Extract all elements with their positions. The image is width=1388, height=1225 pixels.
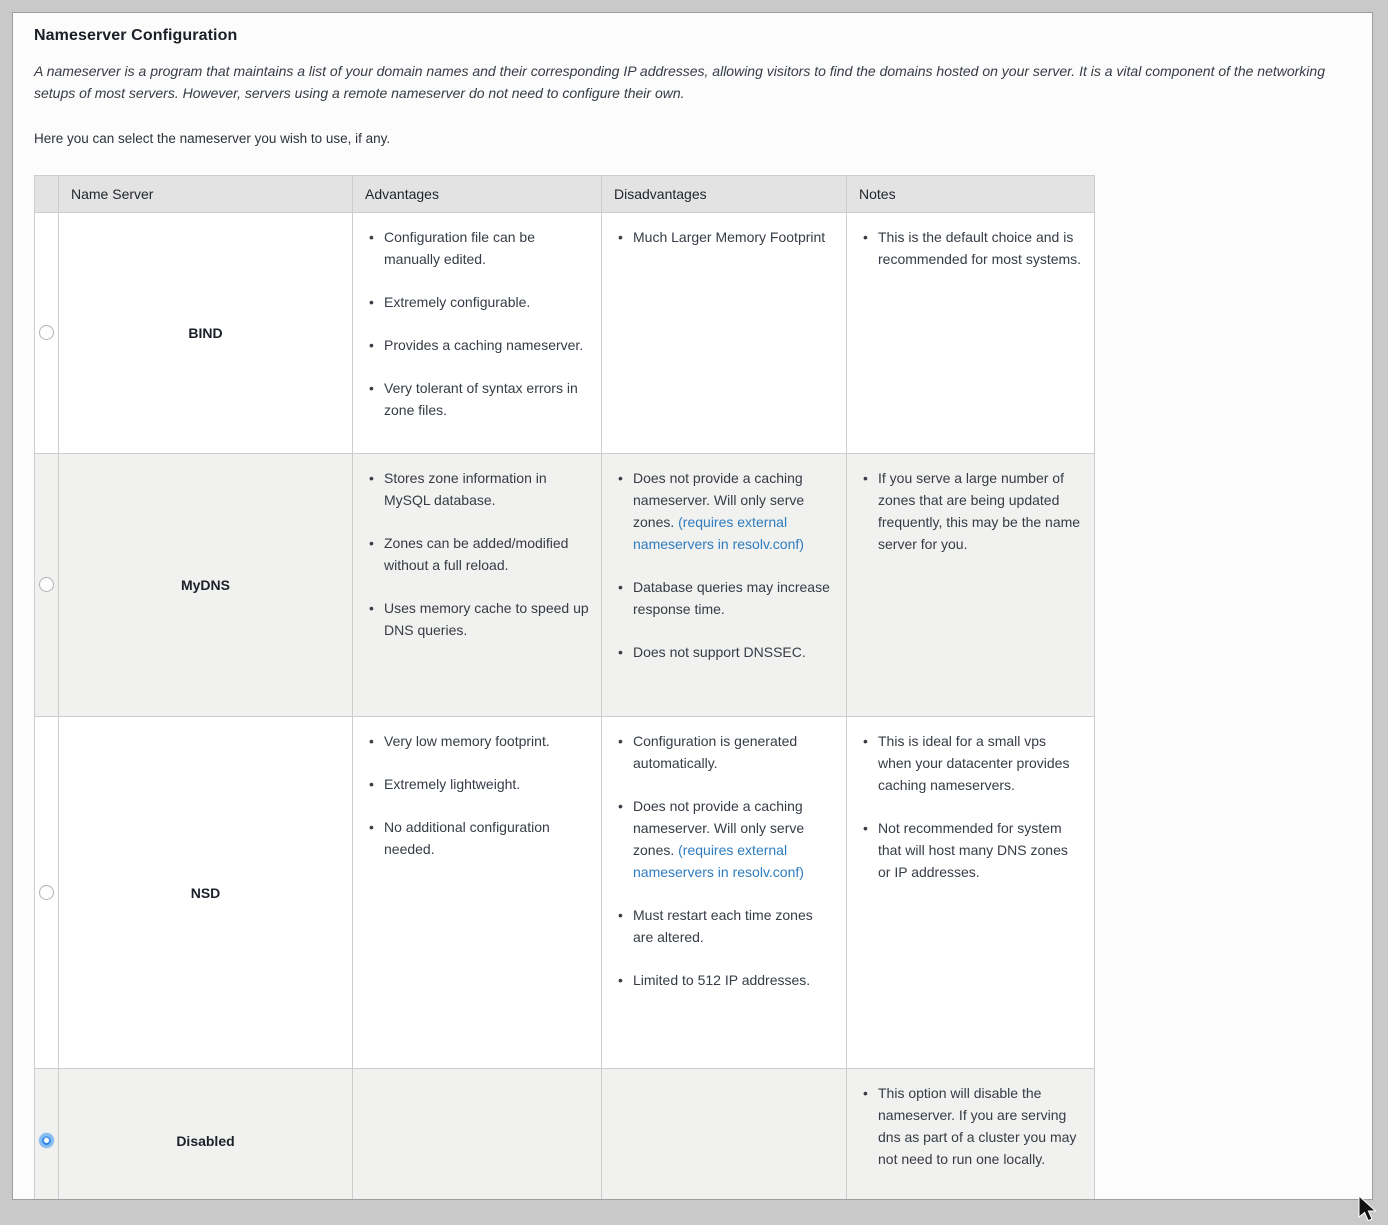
radio-column-header bbox=[35, 176, 59, 213]
bullet-item: • Provides a caching nameserver. bbox=[367, 334, 589, 356]
bullet-item: • Very low memory footprint. bbox=[367, 730, 589, 752]
column-header-notes: Notes bbox=[847, 176, 1095, 213]
bullet-item: • Does not support DNSSEC. bbox=[616, 641, 834, 663]
bullet-item: • Must restart each time zones are altered. bbox=[616, 904, 834, 948]
bullet-item: • If you serve a large number of zones that are being updated frequently, this may be the name server for you. bbox=[861, 467, 1082, 555]
resolv-conf-link[interactable]: (requires external nameservers in resolv.conf) bbox=[633, 842, 804, 880]
disadvantages-cell-mydns bbox=[602, 454, 847, 717]
notes-list bbox=[861, 226, 1082, 270]
advantages-list bbox=[367, 467, 589, 641]
column-header-advantages: Advantages bbox=[353, 176, 602, 213]
nameserver-name-bind: BIND bbox=[59, 213, 353, 454]
nameserver-name-mydns: MyDNS bbox=[59, 454, 353, 717]
advantages-cell-mydns bbox=[353, 454, 602, 717]
bullet-item: • Configuration is generated automatically. bbox=[616, 730, 834, 774]
advantages-cell-disabled bbox=[353, 1069, 602, 1201]
advantages-list bbox=[367, 226, 589, 421]
bullet-item: • This option will disable the nameserver. If you are serving dns as part of a cluster you may not need to run one locally. bbox=[861, 1082, 1082, 1170]
resolv-conf-link[interactable]: (requires external nameservers in resolv.conf) bbox=[633, 514, 804, 552]
nameserver-radio-bind[interactable] bbox=[39, 325, 54, 340]
radio-cell-bind bbox=[35, 213, 59, 454]
nameserver-row-nsd bbox=[35, 717, 1095, 1069]
disadvantages-cell-disabled bbox=[602, 1069, 847, 1201]
page-description: A nameserver is a program that maintains a list of your domain names and their corresponding IP addresses, allowing visitors to find the domains hosted on your server. It is a vital component of the networking setups of most servers. However, servers using a remote nameserver do not need to configure their own. bbox=[34, 63, 1325, 101]
advantages-cell-nsd bbox=[353, 717, 602, 1069]
bullet-item: • Much Larger Memory Footprint bbox=[616, 226, 834, 248]
bullet-item: • Uses memory cache to speed up DNS queries. bbox=[367, 597, 589, 641]
nameserver-table bbox=[34, 175, 1095, 1200]
nameserver-radio-disabled[interactable] bbox=[39, 1133, 54, 1148]
nameserver-name-nsd: NSD bbox=[59, 717, 353, 1069]
notes-list bbox=[861, 1082, 1082, 1170]
content-panel bbox=[12, 12, 1373, 1200]
nameserver-table-body bbox=[35, 213, 1095, 1201]
bullet-item: • Not recommended for system that will host many DNS zones or IP addresses. bbox=[861, 817, 1082, 883]
advantages-list bbox=[367, 730, 589, 860]
notes-cell-mydns bbox=[847, 454, 1095, 717]
bullet-item: • Does not provide a caching nameserver. Will only serve zones. (requires external nameservers in resolv.conf) bbox=[616, 795, 834, 883]
nameserver-row-mydns bbox=[35, 454, 1095, 717]
notes-cell-bind bbox=[847, 213, 1095, 454]
mouse-cursor bbox=[1358, 1196, 1380, 1225]
bullet-item: • This is the default choice and is recommended for most systems. bbox=[861, 226, 1082, 270]
bullet-item: • Database queries may increase response time. bbox=[616, 576, 834, 620]
disadvantages-list bbox=[616, 467, 834, 663]
disadvantages-list bbox=[616, 730, 834, 991]
bullet-item: • Stores zone information in MySQL database. bbox=[367, 467, 589, 511]
nameserver-name-disabled: Disabled bbox=[59, 1069, 353, 1201]
disadvantages-list bbox=[616, 226, 834, 248]
nameserver-row-bind bbox=[35, 213, 1095, 454]
bullet-item: • Zones can be added/modified without a full reload. bbox=[367, 532, 589, 576]
nameserver-radio-nsd[interactable] bbox=[39, 885, 54, 900]
selection-instruction: Here you can select the nameserver you wish to use, if any. bbox=[34, 131, 391, 146]
bullet-item: • Extremely configurable. bbox=[367, 291, 589, 313]
bullet-item: • No additional configuration needed. bbox=[367, 816, 589, 860]
disadvantages-cell-bind bbox=[602, 213, 847, 454]
bullet-item: • Extremely lightweight. bbox=[367, 773, 589, 795]
page-title: Nameserver Configuration bbox=[34, 27, 238, 44]
nameserver-radio-mydns[interactable] bbox=[39, 577, 54, 592]
notes-cell-nsd bbox=[847, 717, 1095, 1069]
bullet-item: • This is ideal for a small vps when your datacenter provides caching nameservers. bbox=[861, 730, 1082, 796]
notes-cell-disabled bbox=[847, 1069, 1095, 1201]
radio-cell-disabled bbox=[35, 1069, 59, 1201]
notes-list bbox=[861, 730, 1082, 883]
radio-cell-nsd bbox=[35, 717, 59, 1069]
radio-cell-mydns bbox=[35, 454, 59, 717]
bullet-item: • Does not provide a caching nameserver. Will only serve zones. (requires external nameservers in resolv.conf) bbox=[616, 467, 834, 555]
bullet-item: • Configuration file can be manually edited. bbox=[367, 226, 589, 270]
column-header-disadvantages: Disadvantages bbox=[602, 176, 847, 213]
column-header-name-server: Name Server bbox=[59, 176, 353, 213]
bullet-item: • Limited to 512 IP addresses. bbox=[616, 969, 834, 991]
table-header-row bbox=[35, 176, 1095, 213]
notes-list bbox=[861, 467, 1082, 555]
disadvantages-cell-nsd bbox=[602, 717, 847, 1069]
nameserver-row-disabled bbox=[35, 1069, 1095, 1201]
advantages-cell-bind bbox=[353, 213, 602, 454]
bullet-item: • Very tolerant of syntax errors in zone files. bbox=[367, 377, 589, 421]
